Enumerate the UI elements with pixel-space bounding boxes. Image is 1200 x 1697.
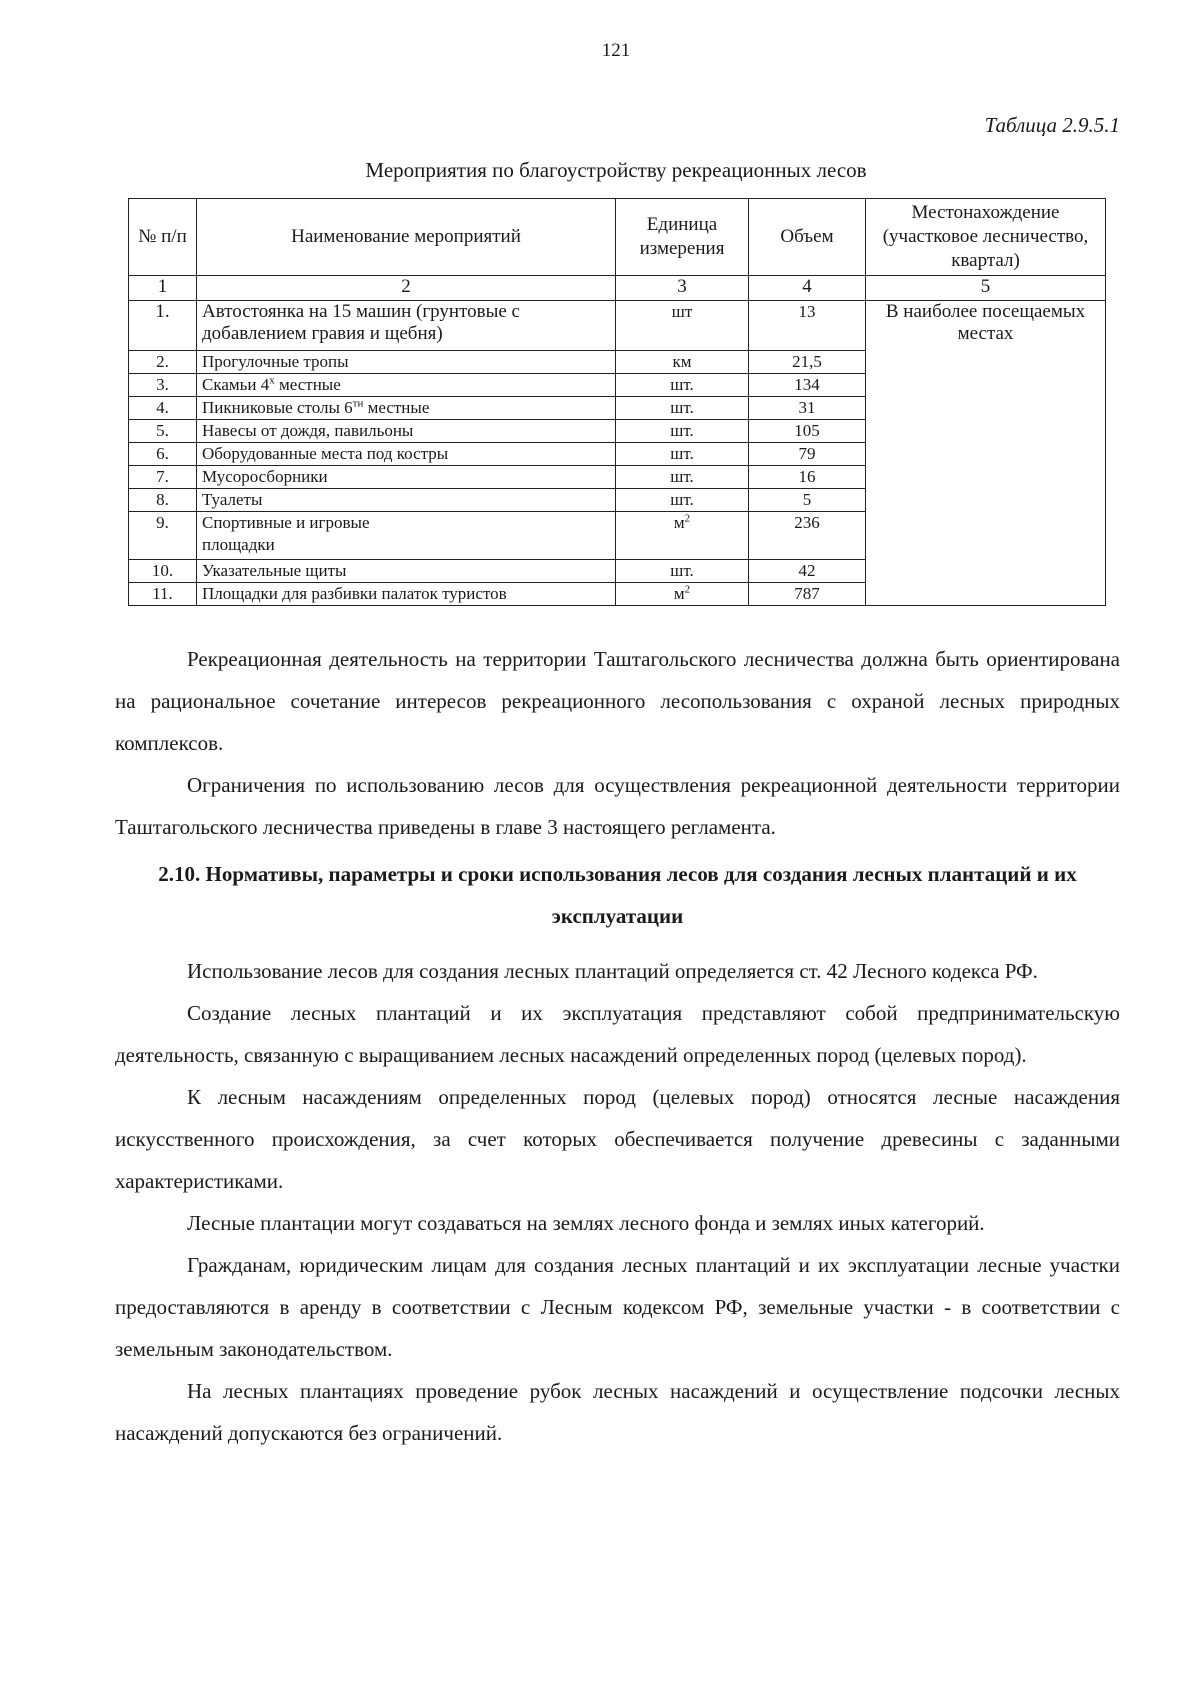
measure-volume: 5 xyxy=(749,489,866,512)
paragraph: Лесные плантации могут создаваться на землях лесного фонда и землях иных категорий. xyxy=(187,1211,985,1235)
measure-name: Туалеты xyxy=(197,489,616,512)
paragraph: Гражданам, юридическим лицам для создания лесных плантаций и их эксплуатации лесные участки предоставляются в аренду в соответствии с Лесным кодексом РФ, земельные участки - в соответствии с земельным законодательством. xyxy=(115,1253,1120,1361)
measure-unit: шт xyxy=(616,301,749,351)
measure-volume: 21,5 xyxy=(749,351,866,374)
recreation-paragraphs xyxy=(115,638,1120,848)
measure-name: Указательные щиты xyxy=(197,560,616,583)
measure-name xyxy=(197,397,616,420)
row-number: 10. xyxy=(129,560,197,583)
row-number: 4. xyxy=(129,397,197,420)
row-number: 3. xyxy=(129,374,197,397)
measure-name xyxy=(197,512,616,560)
measure-name-part: местные xyxy=(363,398,430,417)
column-number-row xyxy=(129,276,1106,301)
measure-name: Навесы от дождя, павильоны xyxy=(197,420,616,443)
measure-name: Оборудованные места под костры xyxy=(197,443,616,466)
measure-name-part: местные xyxy=(274,375,341,394)
unit-base: м xyxy=(673,584,685,603)
measure-unit: шт. xyxy=(616,489,749,512)
table-title: Мероприятия по благоустройству рекреационных лесов xyxy=(365,158,867,182)
measure-volume: 79 xyxy=(749,443,866,466)
measure-name xyxy=(197,374,616,397)
measure-name: Мусоросборники xyxy=(197,466,616,489)
unit-superscript: 2 xyxy=(684,583,691,596)
measure-volume: 13 xyxy=(749,301,866,351)
row-number: 7. xyxy=(129,466,197,489)
measure-name-superscript: ти xyxy=(352,397,364,410)
location-cell: В наиболее посещаемых местах xyxy=(866,301,1106,606)
plantation-paragraphs xyxy=(115,950,1120,1454)
row-number: 11. xyxy=(129,583,197,606)
row-number: 9. xyxy=(129,512,197,560)
table-row xyxy=(129,301,1106,351)
paragraph: Ограничения по использованию лесов для осуществления рекреационной деятельности территории Таштагольского лесничества приведены в главе 3 настоящего регламента. xyxy=(115,773,1120,839)
measure-unit: шт. xyxy=(616,466,749,489)
row-number: 8. xyxy=(129,489,197,512)
paragraph: К лесным насаждениям определенных пород (целевых пород) относятся лесные насаждения искусственного происхождения, за счет которых обеспечивается получение древесины с заданными характеристиками. xyxy=(115,1085,1120,1193)
measure-volume: 31 xyxy=(749,397,866,420)
recreation-measures-table xyxy=(128,198,1106,606)
measure-unit: шт. xyxy=(616,374,749,397)
table-caption: Таблица 2.9.5.1 xyxy=(984,113,1120,137)
row-number: 5. xyxy=(129,420,197,443)
row-number: 2. xyxy=(129,351,197,374)
page-number: 121 xyxy=(601,40,631,61)
column-number: 1 xyxy=(129,276,197,301)
header-num: № п/п xyxy=(129,199,197,276)
measure-volume: 787 xyxy=(749,583,866,606)
measure-name: Прогулочные тропы xyxy=(197,351,616,374)
measure-unit: шт. xyxy=(616,420,749,443)
column-number: 2 xyxy=(197,276,616,301)
paragraph: Создание лесных плантаций и их эксплуатация представляют собой предпринимательскую деятельность, связанную с выращиванием лесных насаждений определенных пород (целевых пород). xyxy=(115,1001,1120,1067)
row-number: 1. xyxy=(129,301,197,351)
measure-volume: 42 xyxy=(749,560,866,583)
header-volume: Объем xyxy=(749,199,866,276)
measure-name-superscript: х xyxy=(269,374,275,387)
unit-superscript: 2 xyxy=(684,512,691,525)
column-number: 4 xyxy=(749,276,866,301)
header-name: Наименование мероприятий xyxy=(197,199,616,276)
measure-unit xyxy=(616,583,749,606)
header-location: Местонахождение (участковое лесничество, квартал) xyxy=(866,199,1106,276)
column-number: 3 xyxy=(616,276,749,301)
header-unit: Единица измерения xyxy=(616,199,749,276)
measure-unit: шт. xyxy=(616,560,749,583)
section-heading: 2.10. Нормативы, параметры и сроки использования лесов для создания лесных плантаций и их эксплуатации xyxy=(158,862,1077,928)
measure-volume: 134 xyxy=(749,374,866,397)
paragraph: Использование лесов для создания лесных плантаций определяется ст. 42 Лесного кодекса РФ. xyxy=(187,959,1038,983)
measure-volume: 236 xyxy=(749,512,866,560)
measure-name-part: Пикниковые столы 6 xyxy=(202,398,353,417)
row-number: 6. xyxy=(129,443,197,466)
measure-name: Площадки для разбивки палаток туристов xyxy=(197,583,616,606)
measure-volume: 105 xyxy=(749,420,866,443)
measure-name-part: Скамьи 4 xyxy=(202,375,270,394)
paragraph: Рекреационная деятельность на территории Таштагольского лесничества должна быть ориентирована на рациональное сочетание интересов рекреационного лесопользования с охраной лесных природных комплексов. xyxy=(115,647,1120,755)
measure-unit: шт. xyxy=(616,397,749,420)
measure-unit: шт. xyxy=(616,443,749,466)
column-number: 5 xyxy=(866,276,1106,301)
measure-volume: 16 xyxy=(749,466,866,489)
measure-name-line: площадки xyxy=(202,535,275,554)
measure-name-line: Спортивные и игровые xyxy=(202,513,370,532)
paragraph: На лесных плантациях проведение рубок лесных насаждений и осуществление подсочки лесных насаждений допускаются без ограничений. xyxy=(115,1379,1120,1445)
measure-name: Автостоянка на 15 машин (грунтовые с добавлением гравия и щебня) xyxy=(197,301,616,351)
measure-unit: км xyxy=(616,351,749,374)
unit-base: м xyxy=(673,513,685,532)
table-header-row xyxy=(129,199,1106,276)
measure-unit xyxy=(616,512,749,560)
